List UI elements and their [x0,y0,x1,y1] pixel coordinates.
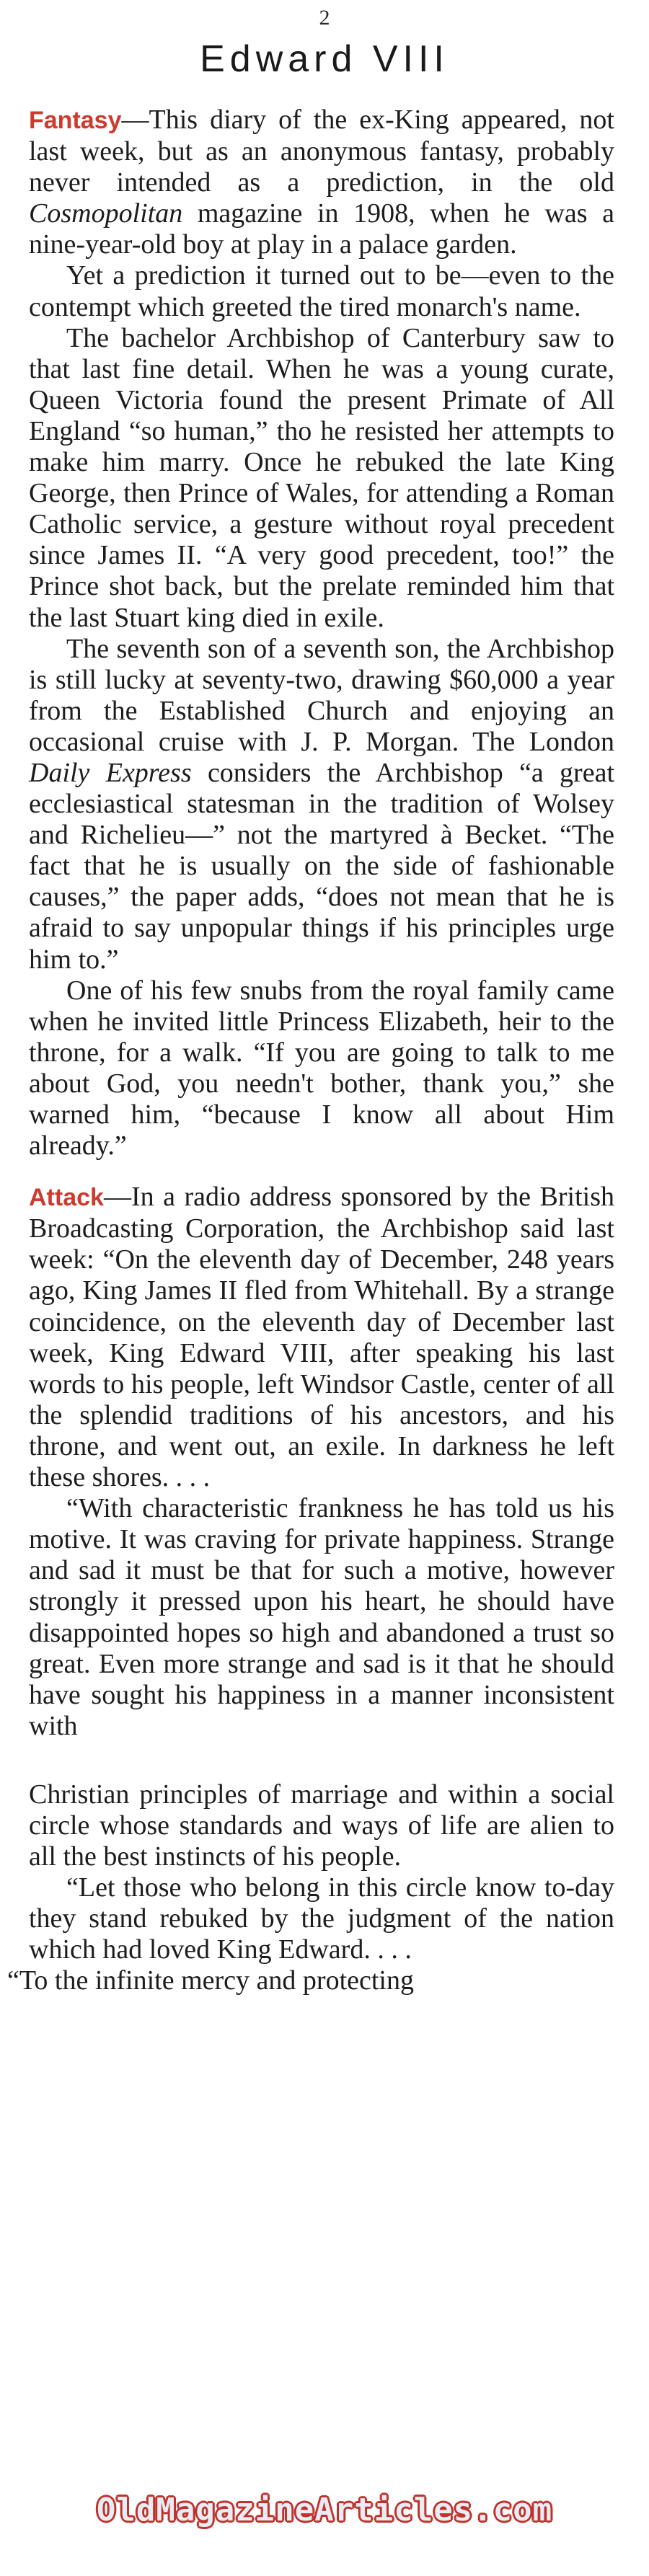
paragraph-continuation: Christian principles of marriage and within a social circle whose standards and ways of life are alien to all the best instincts of his people. [29,1779,614,1872]
newspaper-name: Daily Express [29,757,192,788]
paragraph-seventh-son [29,634,614,975]
seventh-son-tail: considers the Archbishop “a great ecclesiastical statesman in the tradition of Wolsey and Richelieu—” not the martyred à Becket. “The fact that he is usually on the side of fashionable causes,” the paper adds, “does not mean that he is afraid to say unpopular things if his principles urge him to.” [29,757,614,975]
page-number: 2 [319,6,330,30]
fantasy-lead-tail: magazine in 1908, when he was a nine-year-old boy at play in a palace garden. [29,198,614,260]
attack-text: —In a radio address sponsored by the British Broadcasting Corporation, the Archbishop said last week: “On the eleventh day of December, 248 years ago, King James II fled from Whitehall. By a strange coincidence, on the eleventh day of December last week, King Edward VIII, after speaking his last words to his people, left Windsor Castle, center of all the splendid traditions of his ancestors, and his throne, and went out, an exile. In darkness he left these shores. . . . [29,1182,614,1493]
kicker-attack: Attack [29,1184,104,1212]
magazine-name: Cosmopolitan [29,198,183,229]
paragraph-snub: One of his few snubs from the royal family came when he invited little Princess Elizabeth, heir to the throne, for a walk. “If you are going to talk to me about God, you needn't bother, thank you,” she warned him, “because I know all about Him already.” [29,975,614,1161]
paragraph-mercy: “To the infinite mercy and protecting [7,1965,414,1996]
article-title: Edward VIII [200,38,449,80]
seventh-son-text: The seventh son of a seventh son, the Archbishop is still lucky at seventy-two, drawing $60,000 a year from the Established Church and enjoying an occasional cruise with J. P. Morgan. The London [29,633,614,757]
fantasy-lead-text: —This diary of the ex-King appeared, not last week, but as an anonymous fantasy, probably never intended as a prediction, in the old [29,105,614,198]
paragraph-frankness: “With characteristic frankness he has told us his motive. It was craving for private happiness. Strange and sad it must be that for such a motive, however strongly it pressed upon his heart, he should have disappointed hopes so high and abandoned a trust so great. Even more strange and sad is it that he should have sought his happiness in a manner inconsistent with [29,1493,614,1741]
kicker-fantasy: Fantasy [29,107,122,134]
paragraph-rebuked: “Let those who belong in this circle know to-day they stand rebuked by the judgment of the nation which had loved King Edward. . . . [29,1872,614,1965]
paragraph-prediction: Yet a prediction it turned out to be—even to the contempt which greeted the tired monarch's name. [29,260,614,322]
paragraph-fantasy [29,105,614,260]
article-body [7,105,614,1997]
watermark-footer: OldMagazineArticles.com [96,2492,553,2528]
paragraph-attack [29,1182,614,1493]
paragraph-archbishop: The bachelor Archbishop of Canterbury saw to that last fine detail. When he was a young curate, Queen Victoria found the present Primate of All England “so human,” tho he resisted her attempts to make him marry. Once he rebuked the late King George, then Prince of Wales, for attending a Roman Catholic service, a gesture without royal precedent since James II. “A very good precedent, too!” the Prince shot back, but the prelate reminded him that the last Stuart king died in exile. [29,322,614,633]
